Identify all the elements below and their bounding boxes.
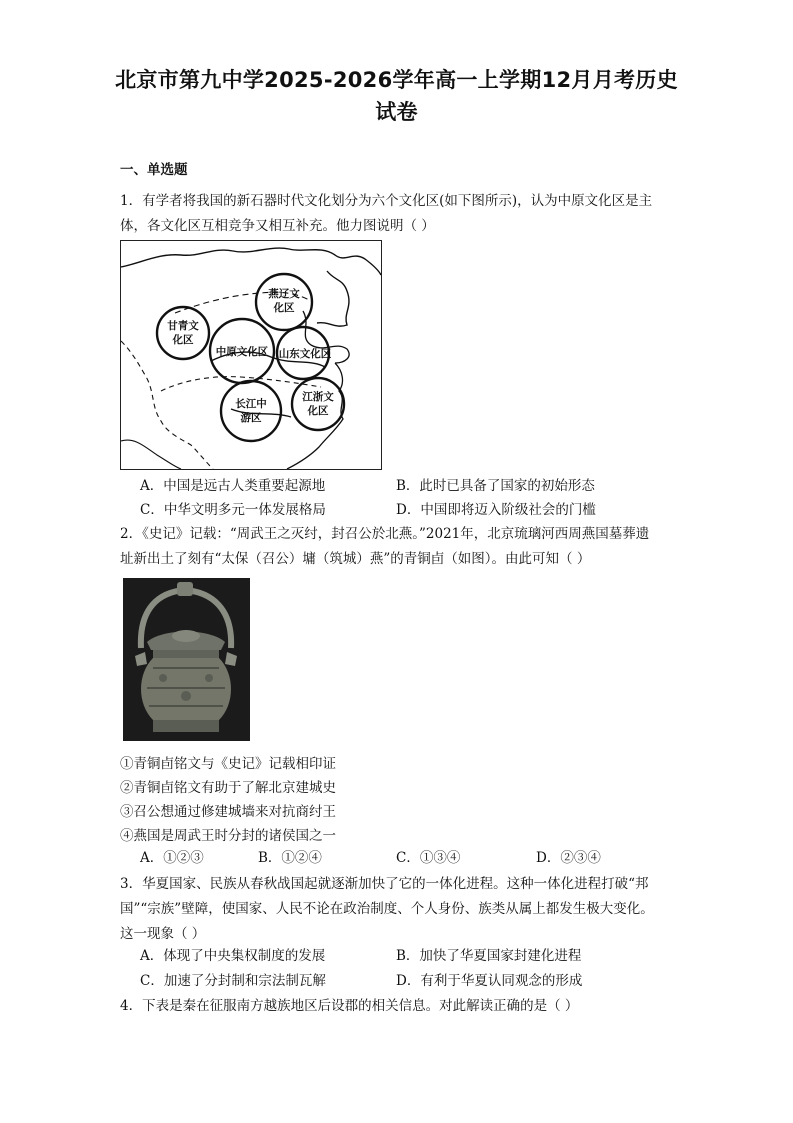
question-3-stem <box>120 872 680 947</box>
question-2-stem <box>120 522 680 572</box>
page-title <box>100 64 693 128</box>
q2-option-a[interactable]: A．①②③ <box>140 850 204 866</box>
section-heading: 一、单选题 <box>120 162 188 178</box>
bronze-vessel-drawing <box>123 578 250 741</box>
q1-option-b[interactable]: B．此时已具备了国家的初始形态 <box>396 478 595 494</box>
q3-option-c[interactable]: C．加速了分封制和宗法制瓦解 <box>140 973 326 989</box>
question-3-line-2: 国”“宗族”壁障，使国家、人民不论在政治制度、个人身份、族类从属上都发生极大变化。 <box>120 901 654 917</box>
statement-2: ②青铜卣铭文有助于了解北京建城史 <box>120 780 336 796</box>
label-jiangzhe: 江浙文 化区 <box>302 391 334 417</box>
label-yanliao: 燕辽文 化区 <box>268 288 300 314</box>
question-4-line-1: 4．下表是秦在征服南方越族地区后设郡的相关信息。对此解读正确的是（ ） <box>120 998 579 1014</box>
question-2-line-1: 2．《史记》记载：“周武王之灭纣，封召公於北燕。”2021年，北京琉璃河西周燕国墓葬遗 <box>120 526 650 542</box>
question-1-stem <box>120 189 680 239</box>
title-line-2: 试卷 <box>375 100 418 124</box>
question-3-line-3: 这一现象（ ） <box>120 926 206 942</box>
statement-1: ①青铜卣铭文与《史记》记载相印证 <box>120 756 336 772</box>
title-line-1: 北京市第九中学2025-2026学年高一上学期12月月考历史 <box>115 68 678 92</box>
label-shandong: 山东文化区 <box>278 348 332 360</box>
q3-option-d[interactable]: D．有利于华夏认同观念的形成 <box>396 973 583 989</box>
q3-option-b[interactable]: B．加快了华夏国家封建化进程 <box>396 948 582 964</box>
label-zhongyuan: 中原文化区 <box>215 346 269 358</box>
q1-option-c[interactable]: C．中华文明多元一体发展格局 <box>140 502 326 518</box>
q2-option-b[interactable]: B．①②④ <box>258 850 322 866</box>
q3-option-a[interactable]: A．体现了中央集权制度的发展 <box>140 948 326 964</box>
q2-option-d[interactable]: D．②③④ <box>536 850 601 866</box>
neolithic-culture-map <box>120 240 382 470</box>
q1-option-d[interactable]: D．中国即将迈入阶级社会的门槛 <box>396 502 596 518</box>
statement-4: ④燕国是周武王时分封的诸侯国之一 <box>120 828 336 844</box>
question-3-line-1: 3．华夏国家、民族从春秋战国起就逐渐加快了它的一体化进程。这种一体化进程打破“邦 <box>120 876 649 892</box>
question-1-line-1: 1．有学者将我国的新石器时代文化划分为六个文化区(如下图所示)，认为中原文化区是主 <box>120 193 653 209</box>
bronze-vessel-photo <box>123 578 250 741</box>
statement-3: ③召公想通过修建城墙来对抗商纣王 <box>120 804 336 820</box>
question-2-line-2: 址新出土了刻有“太保（召公）墉（筑城）燕”的青铜卣（如图）。由此可知（ ） <box>120 551 591 567</box>
q1-option-a[interactable]: A．中国是远古人类重要起源地 <box>140 478 326 494</box>
question-1-line-2: 体，各文化区互相竞争又相互补充。他力图说明（ ） <box>120 218 435 234</box>
q2-option-c[interactable]: C．①③④ <box>396 850 461 866</box>
label-changjiang: 长江中 游区 <box>235 398 267 424</box>
label-ganqing: 甘青文 化区 <box>167 320 199 346</box>
